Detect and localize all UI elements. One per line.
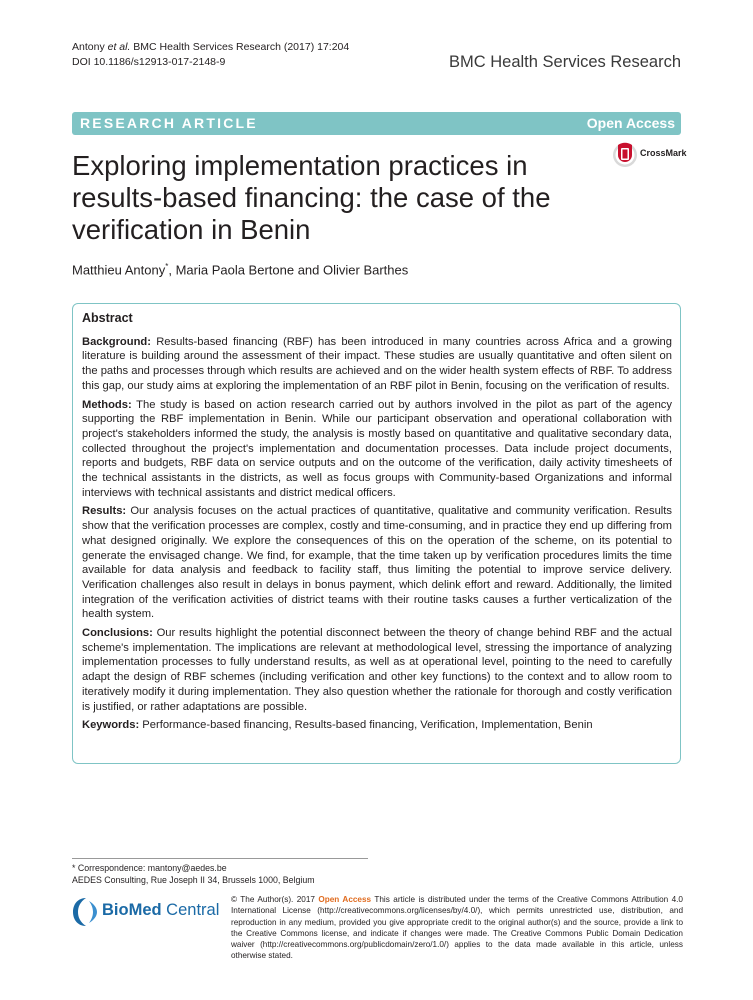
biomed-central-logo [72, 895, 222, 929]
author-list [72, 262, 408, 277]
keywords-label: Keywords: [82, 719, 140, 732]
abstract-keywords [82, 718, 672, 733]
open-access-label: Open Access [586, 115, 675, 131]
results-text: Our analysis focuses on the actual practices of quantitative, qualitative and community verification. Results show that the verification processes are complex, costly and time-consuming, and in practice they end up differing from what designed originally. We explore the consequences of this on the operation of the scheme, on its potential to generate the envisaged change. We find, for example, that the time taken up by verification procedures limits the time available for data analysis and feedback to facility staff, thus limiting the potential to improve service delivery. Verification challenges also result in delays in bonus payment, which delink effort and reward. Additionally, the limited integration of the verification activities of district teams with their routine tasks causes a further verticalization of the health system. [82, 505, 672, 621]
license-open-access: Open Access [318, 895, 372, 904]
conclusions-label: Conclusions: [82, 627, 153, 640]
article-type-label: RESEARCH ARTICLE [80, 115, 258, 131]
corresponding-mark: * [165, 262, 169, 271]
crossmark-badge[interactable] [612, 142, 687, 168]
logo-bold-text: BioMed [102, 901, 162, 919]
doi: DOI 10.1186/s12913-017-2148-9 [72, 56, 226, 68]
license-text: This article is distributed under the terms of the Creative Commons Attribution 4.0 International License (http://creativecommons.org/licenses/by/4.0/), which permits unrestricted use, distribution, and reproduction in any medium, provided you give appropriate credit to the original author(s) and the source, provide a link to the Creative Commons license, and indicate if changes were made. The Creative Commons Public Domain Dedication waiver (http://creativecommons.org/publicdomain/zero/1.0/) applies to the data made available in this article, unless otherwise stated. [231, 895, 683, 961]
license-statement [231, 894, 683, 962]
journal-name: BMC Health Services Research [449, 53, 681, 71]
abstract-conclusions [82, 626, 672, 714]
abstract-results [82, 504, 672, 622]
abstract-background [82, 335, 672, 394]
co-authors: , Maria Paola Bertone and Olivier Barthes [168, 262, 409, 278]
citation-authors: Antony [72, 41, 108, 53]
copyright: © The Author(s). 2017 [231, 895, 319, 904]
affiliation: AEDES Consulting, Rue Joseph II 34, Brussels 1000, Belgium [72, 875, 315, 885]
background-text: Results-based financing (RBF) has been introduced in many countries across Africa and a growing literature is building around the assessment of their impact. These studies are usually quantitative and often silent on the paths and processes through which results are achieved and on the wider health system effects of RBF. To address this gap, our study aims at exploring the implementation of an RBF pilot in Benin, focusing on the verification of results. [82, 335, 672, 392]
correspondence-block [72, 862, 315, 886]
article-type-bar [72, 112, 681, 135]
crossmark-icon [612, 142, 638, 168]
article-title: Exploring implementation practices in results-based financing: the case of the verification in Benin [72, 150, 551, 245]
citation-etal: et al. [107, 41, 131, 53]
footnote-divider [72, 858, 368, 859]
abstract-heading: Abstract [82, 311, 133, 325]
logo-wordmark [102, 901, 219, 920]
methods-text: The study is based on action research carried out by authors involved in the pilot as part of the agency supporting the RBF implementation in Benin. While our participant observation and operational collaboration with project's stakeholders informed the study, the analysis is mostly based on quantitative and qualitative secondary data, collected throughout the project's implementation and documentation processes. Data include project documents, reports and budgets, RBF data on service outputs and on the outcome of the verification, daily activity timesheets of the technical assistants in the districts, as well as focus groups with Community-based Organizations and informal interviews with technical assistants and district medical officers. [82, 398, 672, 499]
biomed-central-icon [72, 895, 102, 929]
results-label: Results: [82, 505, 127, 518]
methods-label: Methods: [82, 398, 132, 411]
logo-rest-text: Central [161, 901, 220, 919]
abstract-methods [82, 398, 672, 501]
citation-journal-year: BMC Health Services Research (2017) 17:204 [130, 41, 350, 53]
author-name: Matthieu Antony [72, 262, 166, 278]
citation [72, 40, 349, 70]
crossmark-label: CrossMark [640, 148, 687, 158]
conclusions-text: Our results highlight the potential disconnect between the theory of change behind RBF and the actual scheme's implementation. The implications are relevant at methodological level, stressing the importance of analyzing implementation processes to fully understand results, as well as at operational level, pointing to the need to carefully adapt the design of RBF schemes (including verification and other key functions) to the context and to allow room to iteratively modify it during implementation. They also question whether the rationale for thorough and costly verification is justified, or rather adaptations are possible. [82, 627, 672, 713]
correspondence-email: * Correspondence: mantony@aedes.be [72, 863, 227, 873]
background-label: Background: [82, 335, 151, 348]
citation-line [72, 40, 349, 55]
abstract-box [72, 303, 681, 764]
keywords-text: Performance-based financing, Results-based financing, Verification, Implementation, Benin [139, 719, 593, 732]
